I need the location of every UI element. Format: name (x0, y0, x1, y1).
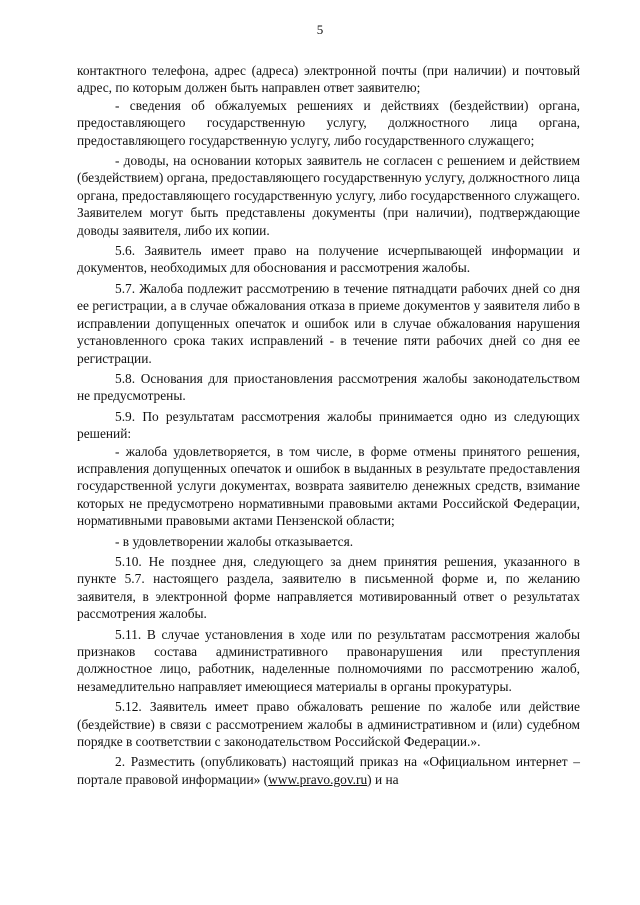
paragraph-5-6: 5.6. Заявитель имеет право на получение исчерпывающей информации и документов, необходимых для обоснования и рассмотрения жалобы. (77, 243, 580, 276)
paragraph-5-7: 5.7. Жалоба подлежит рассмотрению в течение пятнадцати рабочих дней со дня ее регистрации, а в случае обжалования отказа в приеме документов у заявителя либо в исправлении допущенных опечаток и ошибок или в случае обжалования нарушения установленного срока таких исправлений - в течение пяти рабочих дней со дня ее регистрации. (77, 280, 580, 366)
paragraph-5-11: 5.11. В случае установления в ходе или по результатам рассмотрения жалобы признаков состава административного правонарушения или преступления должностное лицо, работник, наделенные полномочиями по рассмотрению жалоб, незамедлительно направляет имеющиеся материалы в органы прокуратуры. (77, 626, 580, 694)
document-body (77, 62, 580, 788)
paragraph-contacts: контактного телефона, адрес (адреса) электронной почты (при наличии) и почтовый адрес, по которым должен быть направлен ответ заявителю; (77, 63, 580, 96)
paragraph-2-publish (77, 753, 580, 788)
publish-text-after: ) и на (367, 771, 399, 787)
list-item-refused: - в удовлетворении жалобы отказывается. (115, 533, 354, 549)
list-item-satisfied: - жалоба удовлетворяется, в том числе, в форме отмены принятого решения, исправления допущенных опечаток и ошибок в выданных в результате предоставления государственной услуги документах, возврата заявителю денежных средств, взимание которых не предусмотрено нормативными правовыми актами Российской Федерации, нормативными правовыми актами Пензенской области; (77, 443, 580, 529)
paragraph-5-10: 5.10. Не позднее дня, следующего за днем принятия решения, указанного в пункте 5.7. настоящего раздела, заявителю в письменной форме и, по желанию заявителя, в электронной форме направляется мотивированный ответ о результатах рассмотрения жалобы. (77, 553, 580, 622)
paragraph-5-12: 5.12. Заявитель имеет право обжаловать решение по жалобе или действие (бездействие) в связи с рассмотрением жалобы в административном и (или) судебном порядке в соответствии с законодательством Российской Федерации.». (77, 699, 580, 750)
publish-text-before: 2. Разместить (опубликовать) настоящий приказ на «Официальном интернет – портале правовой информации» ( (77, 754, 580, 787)
paragraph-5-8: 5.8. Основания для приостановления рассмотрения жалобы законодательством не предусмотрены. (77, 370, 580, 404)
paragraph-5-9: 5.9. По результатам рассмотрения жалобы принимается одно из следующих решений: (77, 408, 580, 442)
pravo-gov-link[interactable]: www.pravo.gov.ru (268, 771, 368, 787)
list-item-arguments: - доводы, на основании которых заявитель не согласен с решением и действием (бездействием) органа, предоставляющего государственную услугу, должностного лица органа, предоставляющего государственную услугу, либо государственного служащего. Заявителем могут быть представлены документы (при наличии), подтверждающие доводы заявителя, либо их копии. (77, 153, 580, 238)
page-number: 5 (316, 22, 324, 37)
list-item-decisions: - сведения об обжалуемых решениях и действиях (бездействии) органа, предоставляющего государственную услугу, должностного лица органа, предоставляющего государственную услугу, либо государственного служащего; (77, 97, 580, 148)
